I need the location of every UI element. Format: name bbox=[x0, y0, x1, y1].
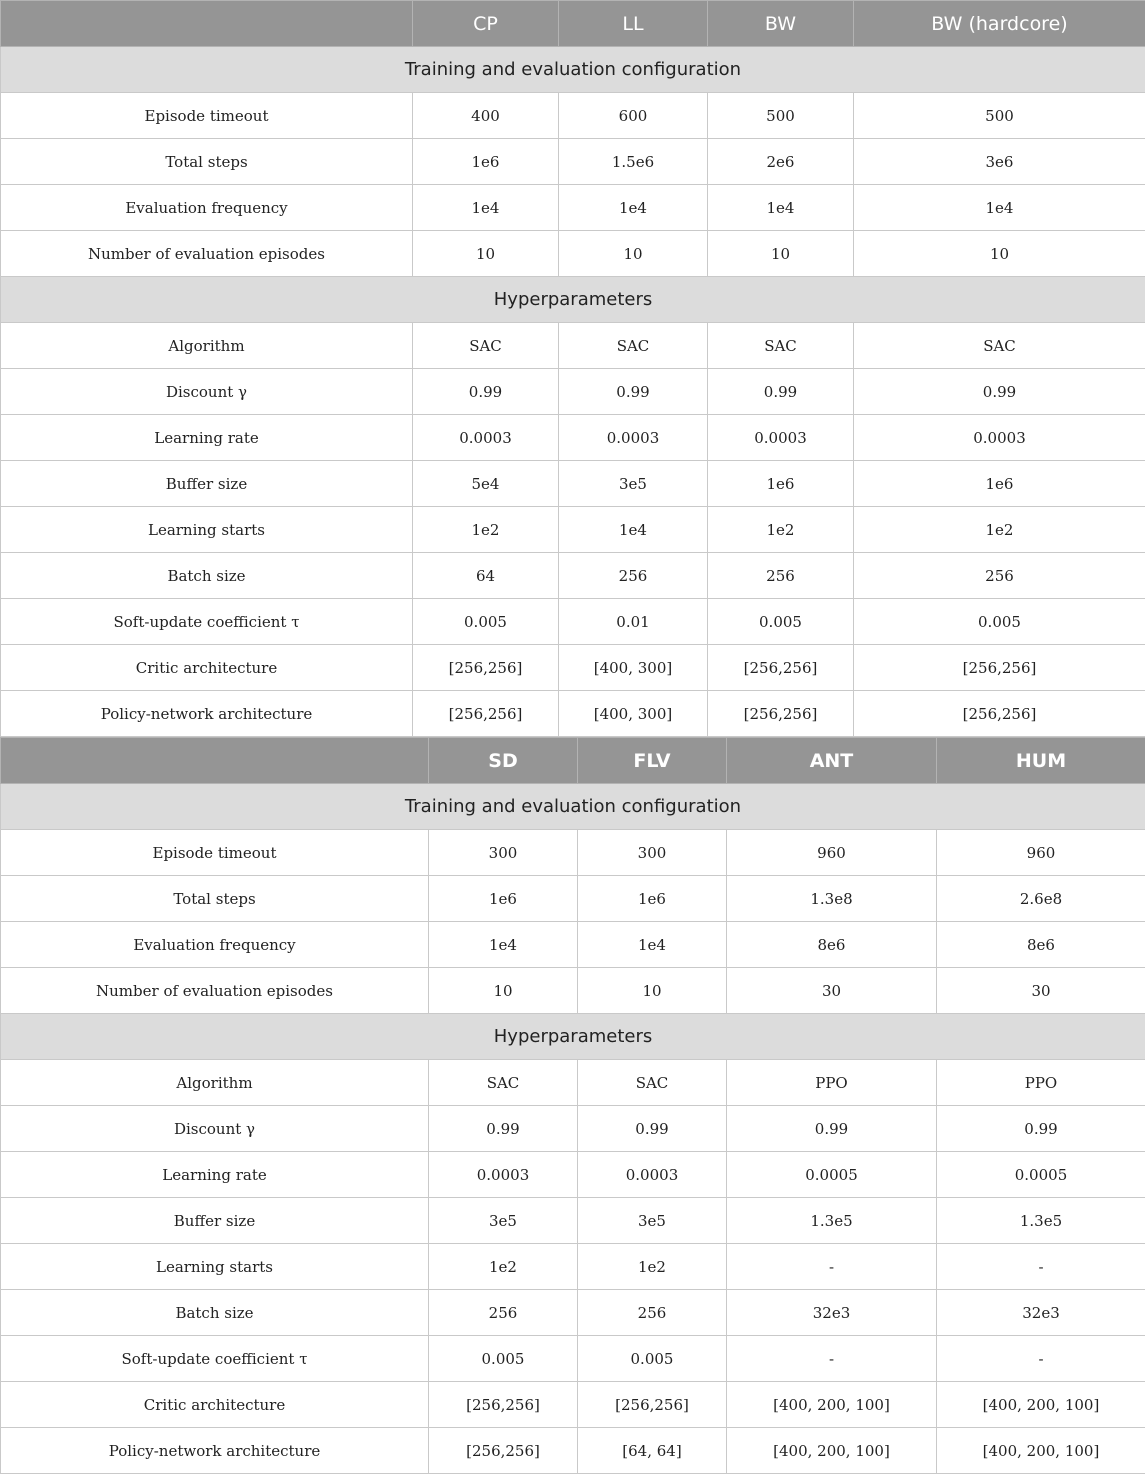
table-cell: 30 bbox=[727, 968, 937, 1014]
table-row bbox=[1, 968, 1145, 1014]
table-cell: 30 bbox=[937, 968, 1145, 1014]
table-cell: 0.99 bbox=[429, 1106, 578, 1152]
table-row bbox=[1, 1244, 1145, 1290]
table-cell: SAC bbox=[413, 323, 559, 369]
table-cell: 64 bbox=[413, 553, 559, 599]
row-label: Learning starts bbox=[1, 1244, 429, 1290]
row-label: Critic architecture bbox=[1, 645, 413, 691]
column-header-blank bbox=[1, 1, 413, 47]
section-title: Hyperparameters bbox=[1, 277, 1145, 323]
column-header: BW bbox=[708, 1, 854, 47]
row-label: Buffer size bbox=[1, 461, 413, 507]
table-cell: [256,256] bbox=[708, 691, 854, 737]
table-row bbox=[1, 1290, 1145, 1336]
table-cell: 1e4 bbox=[559, 507, 708, 553]
table-cell: 300 bbox=[429, 830, 578, 876]
row-label: Algorithm bbox=[1, 323, 413, 369]
table-cell: [400, 300] bbox=[559, 645, 708, 691]
table-cell: 1e6 bbox=[429, 876, 578, 922]
hyperparameter-table-2 bbox=[0, 737, 1145, 1474]
table-row bbox=[1, 1382, 1145, 1428]
table-cell: - bbox=[937, 1336, 1145, 1382]
table-cell: 3e6 bbox=[854, 139, 1145, 185]
table-cell: PPO bbox=[937, 1060, 1145, 1106]
column-header: LL bbox=[559, 1, 708, 47]
table-cell: 2.6e8 bbox=[937, 876, 1145, 922]
table-cell: 10 bbox=[413, 231, 559, 277]
table-row bbox=[1, 1198, 1145, 1244]
table-row bbox=[1, 323, 1145, 369]
table-row bbox=[1, 645, 1145, 691]
table-cell: 0.005 bbox=[708, 599, 854, 645]
table-cell: 1e4 bbox=[429, 922, 578, 968]
table-row bbox=[1, 93, 1145, 139]
column-header: ANT bbox=[727, 738, 937, 784]
section-title: Training and evaluation configuration bbox=[1, 784, 1145, 830]
table-row bbox=[1, 553, 1145, 599]
table-cell: 1e4 bbox=[578, 922, 727, 968]
table-cell: 1e6 bbox=[708, 461, 854, 507]
table-cell: 400 bbox=[413, 93, 559, 139]
row-label: Episode timeout bbox=[1, 93, 413, 139]
table-cell: 0.0003 bbox=[708, 415, 854, 461]
table-row bbox=[1, 185, 1145, 231]
section-header-row bbox=[1, 784, 1145, 830]
table-cell: SAC bbox=[708, 323, 854, 369]
table-cell: 0.0005 bbox=[937, 1152, 1145, 1198]
table-cell: [400, 200, 100] bbox=[937, 1382, 1145, 1428]
table-cell: [256,256] bbox=[429, 1428, 578, 1474]
table-cell: 0.0005 bbox=[727, 1152, 937, 1198]
table-cell: 1e4 bbox=[413, 185, 559, 231]
table-cell: 960 bbox=[727, 830, 937, 876]
row-label: Learning rate bbox=[1, 415, 413, 461]
column-header: SD bbox=[429, 738, 578, 784]
row-label: Policy-network architecture bbox=[1, 691, 413, 737]
table-cell: [400, 300] bbox=[559, 691, 708, 737]
table-cell: 0.01 bbox=[559, 599, 708, 645]
table-cell: [256,256] bbox=[854, 691, 1145, 737]
table-row bbox=[1, 461, 1145, 507]
table-cell: 0.0003 bbox=[559, 415, 708, 461]
row-label: Number of evaluation episodes bbox=[1, 231, 413, 277]
table-cell: PPO bbox=[727, 1060, 937, 1106]
table-cell: 256 bbox=[708, 553, 854, 599]
table-cell: - bbox=[727, 1244, 937, 1290]
table-cell: 256 bbox=[578, 1290, 727, 1336]
table-row bbox=[1, 231, 1145, 277]
table-cell: [256,256] bbox=[578, 1382, 727, 1428]
row-label: Episode timeout bbox=[1, 830, 429, 876]
section-header-row bbox=[1, 1014, 1145, 1060]
table-cell: - bbox=[727, 1336, 937, 1382]
table-cell: 0.0003 bbox=[578, 1152, 727, 1198]
table-cell: 5e4 bbox=[413, 461, 559, 507]
table-cell: [400, 200, 100] bbox=[937, 1428, 1145, 1474]
table-cell: 10 bbox=[429, 968, 578, 1014]
section-header-row bbox=[1, 277, 1145, 323]
table-cell: [400, 200, 100] bbox=[727, 1428, 937, 1474]
table-cell: 3e5 bbox=[559, 461, 708, 507]
table-cell: 0.99 bbox=[559, 369, 708, 415]
table-row bbox=[1, 139, 1145, 185]
table-cell: SAC bbox=[854, 323, 1145, 369]
table-cell: 256 bbox=[559, 553, 708, 599]
table-cell: [256,256] bbox=[854, 645, 1145, 691]
table-cell: 1e4 bbox=[559, 185, 708, 231]
table-cell: 0.99 bbox=[937, 1106, 1145, 1152]
table-cell: 1e2 bbox=[578, 1244, 727, 1290]
table-row bbox=[1, 415, 1145, 461]
table-cell: 1e4 bbox=[708, 185, 854, 231]
table-cell: [400, 200, 100] bbox=[727, 1382, 937, 1428]
table-row bbox=[1, 1428, 1145, 1474]
table-cell: 500 bbox=[708, 93, 854, 139]
row-label: Soft-update coefficient τ bbox=[1, 1336, 429, 1382]
table-cell: 300 bbox=[578, 830, 727, 876]
table-cell: [256,256] bbox=[413, 645, 559, 691]
table-cell: 8e6 bbox=[937, 922, 1145, 968]
table-cell: 0.99 bbox=[727, 1106, 937, 1152]
table-row bbox=[1, 599, 1145, 645]
row-label: Number of evaluation episodes bbox=[1, 968, 429, 1014]
table-cell: 1.3e5 bbox=[727, 1198, 937, 1244]
column-header-blank bbox=[1, 738, 429, 784]
table-cell: 3e5 bbox=[578, 1198, 727, 1244]
column-header: BW (hardcore) bbox=[854, 1, 1145, 47]
row-label: Total steps bbox=[1, 876, 429, 922]
section-title: Training and evaluation configuration bbox=[1, 47, 1145, 93]
table-cell: 3e5 bbox=[429, 1198, 578, 1244]
table-cell: 256 bbox=[429, 1290, 578, 1336]
table-cell: [256,256] bbox=[429, 1382, 578, 1428]
table-row bbox=[1, 1106, 1145, 1152]
table-cell: 1.3e5 bbox=[937, 1198, 1145, 1244]
table-cell: 500 bbox=[854, 93, 1145, 139]
table-cell: 0.005 bbox=[413, 599, 559, 645]
table-cell: 0.0003 bbox=[413, 415, 559, 461]
column-header: FLV bbox=[578, 738, 727, 784]
table-cell: 1e6 bbox=[413, 139, 559, 185]
table-cell: 0.005 bbox=[854, 599, 1145, 645]
table-cell: 0.0003 bbox=[854, 415, 1145, 461]
column-header: CP bbox=[413, 1, 559, 47]
table-cell: 32e3 bbox=[937, 1290, 1145, 1336]
table-cell: SAC bbox=[559, 323, 708, 369]
table-cell: 0.005 bbox=[429, 1336, 578, 1382]
table-cell: 0.99 bbox=[413, 369, 559, 415]
table-cell: 1e2 bbox=[429, 1244, 578, 1290]
table-row bbox=[1, 1336, 1145, 1382]
table-cell: 8e6 bbox=[727, 922, 937, 968]
table-cell: 1.3e8 bbox=[727, 876, 937, 922]
row-label: Batch size bbox=[1, 553, 413, 599]
column-header-row bbox=[1, 738, 1145, 784]
table-row bbox=[1, 876, 1145, 922]
table-cell: 1e4 bbox=[854, 185, 1145, 231]
column-header: HUM bbox=[937, 738, 1145, 784]
table-cell: 10 bbox=[578, 968, 727, 1014]
table-cell: 1e2 bbox=[854, 507, 1145, 553]
table-cell: 2e6 bbox=[708, 139, 854, 185]
table-row bbox=[1, 369, 1145, 415]
table-cell: 1e2 bbox=[413, 507, 559, 553]
row-label: Soft-update coefficient τ bbox=[1, 599, 413, 645]
row-label: Evaluation frequency bbox=[1, 185, 413, 231]
table-row bbox=[1, 507, 1145, 553]
table-cell: 32e3 bbox=[727, 1290, 937, 1336]
row-label: Batch size bbox=[1, 1290, 429, 1336]
table-row bbox=[1, 1060, 1145, 1106]
table-cell: 600 bbox=[559, 93, 708, 139]
table-cell: 960 bbox=[937, 830, 1145, 876]
row-label: Learning starts bbox=[1, 507, 413, 553]
table-cell: 1.5e6 bbox=[559, 139, 708, 185]
table-cell: - bbox=[937, 1244, 1145, 1290]
row-label: Algorithm bbox=[1, 1060, 429, 1106]
row-label: Learning rate bbox=[1, 1152, 429, 1198]
table-row bbox=[1, 830, 1145, 876]
table-cell: 10 bbox=[559, 231, 708, 277]
table-cell: 0.99 bbox=[854, 369, 1145, 415]
column-header-row bbox=[1, 1, 1145, 47]
row-label: Discount γ bbox=[1, 1106, 429, 1152]
table-cell: 0.99 bbox=[708, 369, 854, 415]
table-row bbox=[1, 691, 1145, 737]
table-row bbox=[1, 922, 1145, 968]
table-cell: 0.005 bbox=[578, 1336, 727, 1382]
row-label: Critic architecture bbox=[1, 1382, 429, 1428]
table-cell: [256,256] bbox=[708, 645, 854, 691]
section-header-row bbox=[1, 47, 1145, 93]
table-cell: [256,256] bbox=[413, 691, 559, 737]
table-cell: 10 bbox=[708, 231, 854, 277]
table-cell: SAC bbox=[578, 1060, 727, 1106]
table-cell: 0.99 bbox=[578, 1106, 727, 1152]
table-cell: [64, 64] bbox=[578, 1428, 727, 1474]
table-cell: SAC bbox=[429, 1060, 578, 1106]
row-label: Discount γ bbox=[1, 369, 413, 415]
table-cell: 1e2 bbox=[708, 507, 854, 553]
section-title: Hyperparameters bbox=[1, 1014, 1145, 1060]
row-label: Evaluation frequency bbox=[1, 922, 429, 968]
row-label: Total steps bbox=[1, 139, 413, 185]
table-cell: 0.0003 bbox=[429, 1152, 578, 1198]
row-label: Buffer size bbox=[1, 1198, 429, 1244]
table-row bbox=[1, 1152, 1145, 1198]
table-cell: 10 bbox=[854, 231, 1145, 277]
row-label: Policy-network architecture bbox=[1, 1428, 429, 1474]
table-cell: 1e6 bbox=[578, 876, 727, 922]
table-cell: 1e6 bbox=[854, 461, 1145, 507]
table-cell: 256 bbox=[854, 553, 1145, 599]
